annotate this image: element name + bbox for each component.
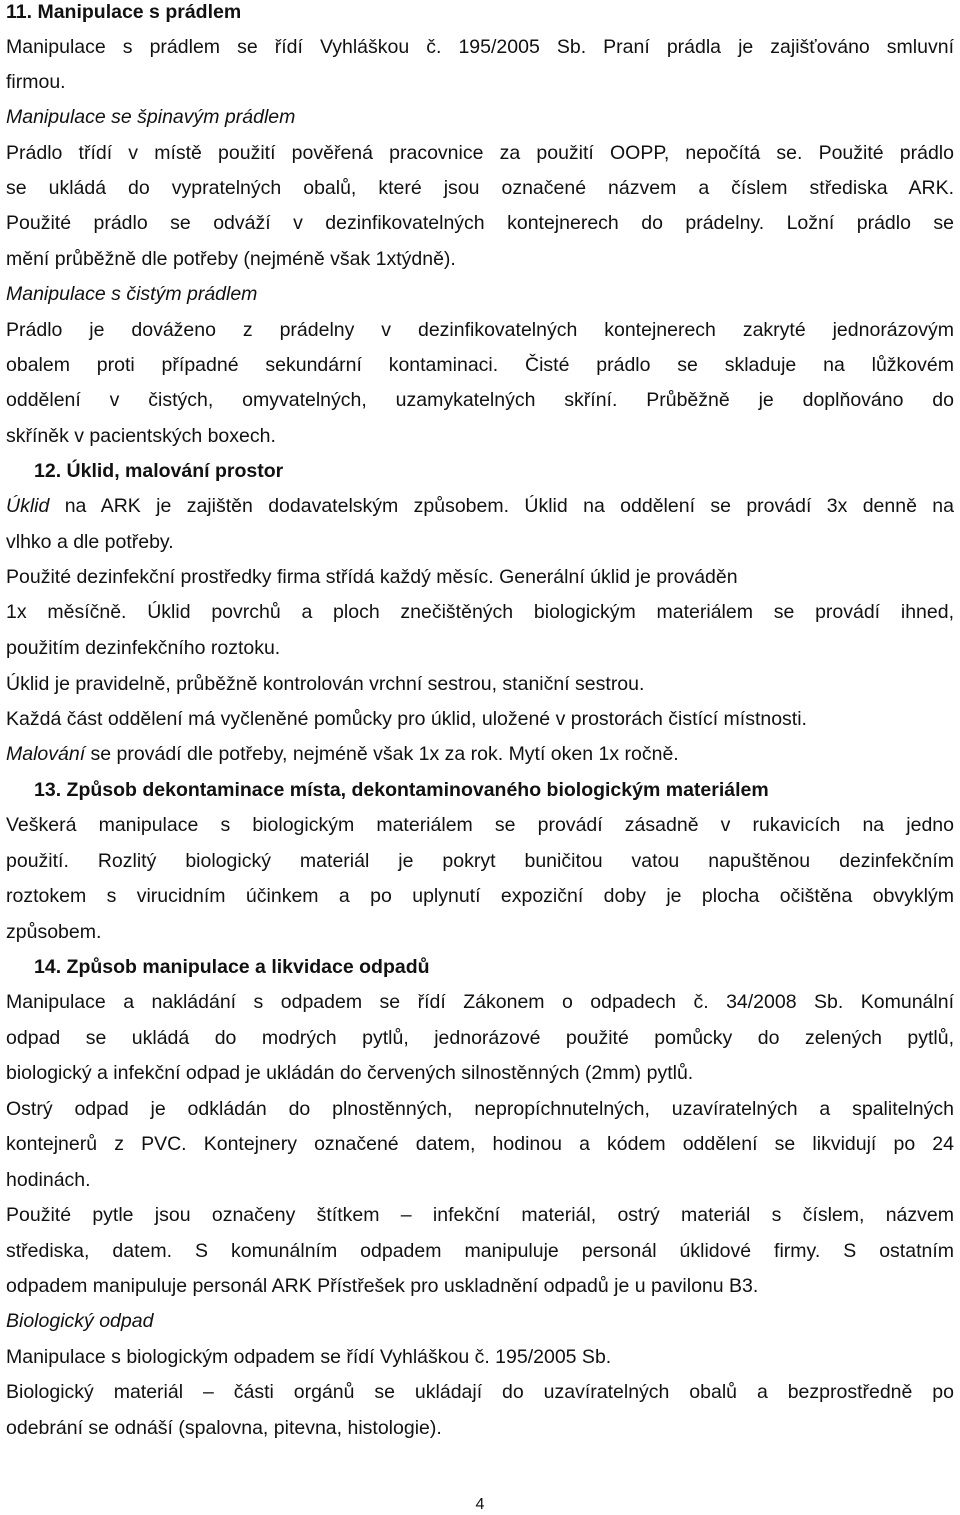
s14-p1-line-1: Manipulace a nakládání s odpadem se řídí Zákonem o odpadech č. 34/2008 Sb. Komunální [6,991,954,1013]
section-13-title: Způsob dekontaminace místa, dekontaminovaného biologickým materiálem [66,779,769,801]
s13-line-2: použití. Rozlitý biologický materiál je pokryt buničitou vatou napuštěnou dezinfekčním [6,850,954,872]
s13-line-1: Veškerá manipulace s biologickým materiálem se provádí zásadně v rukavicích na jedno [6,814,954,836]
bio-line-1: Manipulace s biologickým odpadem se řídí Vyhláškou č. 195/2005 Sb. [6,1346,612,1368]
page-number: 4 [475,1496,485,1513]
s14-p3-line-1: Použité pytle jsou označeny štítkem – infekční materiál, ostrý materiál s číslem, názvem [6,1204,954,1226]
bio-waste-subheading: Biologický odpad [6,1310,154,1332]
s13-line-4: způsobem. [6,921,102,943]
s12-line-8-rest: se provádí dle potřeby, nejméně však 1x za rok. Mytí oken 1x ročně. [85,743,679,765]
section-12-title: Úklid, malování prostor [66,460,284,482]
s12-line-4: 1x měsíčně. Úklid povrchů a ploch znečištěných biologickým materiálem se provádí ihned, [6,601,954,623]
s11-line-1: Manipulace s prádlem se řídí Vyhláškou č. 195/2005 Sb. Praní prádla je zajišťováno smluvní [6,36,954,58]
s12-line-3: Použité dezinfekční prostředky firma střídá každý měsíc. Generální úklid je prováděn [6,566,738,588]
section-14-heading [34,955,430,979]
s14-p3-line-2: střediska, datem. S komunálním odpadem manipuluje personál úklidové firmy. S ostatním [6,1240,954,1262]
dirty-line-4: mění průběžně dle potřeby (nejméně však 1xtýdně). [6,248,456,270]
section-13-number: 13. [34,779,62,801]
s14-p1-line-3: biologický a infekční odpad je ukládán do červených silnostěnných (2mm) pytlů. [6,1062,694,1084]
dirty-line-1: Prádlo třídí v místě použití pověřená pracovnice za použití OOPP, nepočítá se. Použité prádlo [6,142,954,164]
s12-line-2: vlhko a dle potřeby. [6,531,174,553]
s14-p2-line-2: kontejnerů z PVC. Kontejnery označené datem, hodinou a kódem oddělení se likvidují po 24 [6,1133,954,1155]
dirty-linen-subheading: Manipulace se špinavým prádlem [6,106,296,128]
s13-line-3: roztokem s virucidním účinkem a po uplynutí expoziční doby je plocha očištěna obvyklým [6,885,954,907]
s14-p1-line-2: odpad se ukládá do modrých pytlů, jednorázové použité pomůcky do zelených pytlů, [6,1027,954,1049]
section-11-heading: 11. Manipulace s prádlem [6,1,242,23]
section-12-heading [34,459,283,483]
section-13-heading [34,778,769,802]
dirty-line-3: Použité prádlo se odváží v dezinfikovatelných kontejnerech do prádelny. Ložní prádlo se [6,212,954,234]
s12-line-1-rest: na ARK je zajištěn dodavatelským způsobem. Úklid na oddělení se provádí 3x denně na [49,495,954,517]
clean-line-4: skříněk v pacientských boxech. [6,425,276,447]
section-12-number: 12. [34,460,62,482]
s14-p2-line-1: Ostrý odpad je odkládán do plnostěnných, nepropíchnutelných, uzavíratelných a spalitelných [6,1098,954,1120]
s12-line-7: Každá část oddělení má vyčleněné pomůcky pro úklid, uložené v prostorách čistící místnosti. [6,708,807,730]
s12-line-1 [6,494,954,518]
section-14-title: Způsob manipulace a likvidace odpadů [66,956,430,978]
clean-line-3: oddělení v čistých, omyvatelných, uzamykatelných skříní. Průběžně je doplňováno do [6,389,954,411]
s12-line-6: Úklid je pravidelně, průběžně kontrolován vrchní sestrou, staniční sestrou. [6,673,645,695]
s14-p2-line-3: hodinách. [6,1169,91,1191]
s11-line-2: firmou. [6,71,66,93]
s12-line-5: použitím dezinfekčního roztoku. [6,637,281,659]
dirty-line-2: se ukládá do vypratelných obalů, které jsou označené názvem a číslem střediska ARK. [6,177,954,199]
bio-line-3: odebrání se odnáší (spalovna, pitevna, histologie). [6,1417,442,1439]
clean-line-2: obalem proti případné sekundární kontaminaci. Čisté prádlo se skladuje na lůžkovém [6,354,954,376]
section-14-number: 14. [34,956,62,978]
s14-p3-line-3: odpadem manipuluje personál ARK Přístřešek pro uskladnění odpadů je u pavilonu B3. [6,1275,759,1297]
s12-line-8 [6,742,679,766]
clean-line-1: Prádlo je dováženo z prádelny v dezinfikovatelných kontejnerech zakryté jednorázovým [6,319,954,341]
clean-linen-subheading: Manipulace s čistým prádlem [6,283,258,305]
s12-painting-italic: Malování [6,743,86,765]
s12-cleaning-italic: Úklid [6,495,50,517]
bio-line-2: Biologický materiál – části orgánů se ukládají do uzavíratelných obalů a bezprostředně po [6,1381,954,1403]
